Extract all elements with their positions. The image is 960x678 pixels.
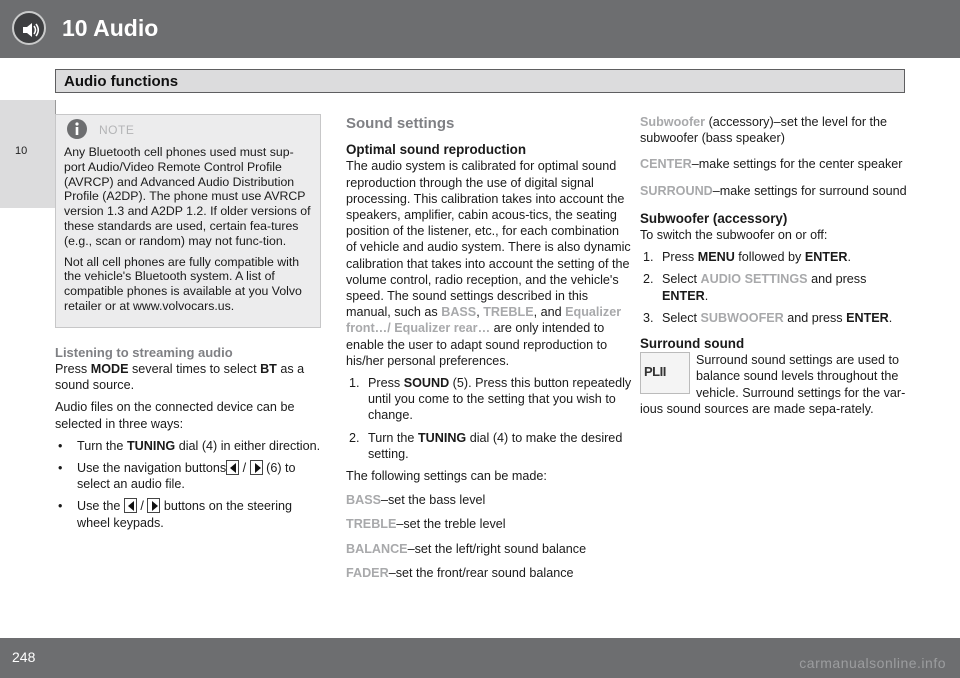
- optimal-heading: Optimal sound reproduction: [346, 142, 527, 158]
- subwoofer-intro: To switch the subwoofer on or off:: [640, 228, 828, 243]
- page-number: 248: [12, 649, 36, 665]
- column-left: [55, 114, 321, 537]
- treble-setting: TREBLE–set the treble level: [346, 517, 506, 532]
- chapter-tab: [0, 100, 56, 208]
- list-item: 2. Select AUDIO SETTINGS and press ENTER.: [643, 272, 867, 303]
- dolby-logo-text: PLII: [644, 364, 666, 380]
- info-icon: [66, 118, 88, 140]
- bass-setting: BASS–set the bass level: [346, 493, 486, 508]
- list-item: • Turn the TUNING dial (4) in either direction.: [58, 438, 321, 453]
- list-item: 3. Select SUBWOOFER and press ENTER.: [643, 310, 893, 325]
- subwoofer-setting: Subwoofer (accessory)–set the level for the subwoofer (bass speaker): [640, 115, 888, 146]
- watermark: carmanualsonline.info: [799, 655, 946, 671]
- note-paragraph: Not all cell phones are fully compatible with the vehicle's Bluetooth system. A list of compatible phones is available at you Volvo retailer or at www.volvocars.us.: [64, 254, 302, 313]
- section-title: Audio functions: [64, 73, 179, 90]
- sound-steps: [346, 375, 632, 462]
- surround-body: PLII Surround sound settings are used to balance sound levels throughout the vehicle. Surround settings for the var-ious sound sources are made sepa-rately.: [640, 353, 906, 416]
- section-title-box: [55, 69, 905, 93]
- list-item: • Use the navigation buttons / (6) to select an audio file.: [58, 460, 296, 492]
- chapter-title: 10 Audio: [62, 15, 159, 41]
- column-middle: [346, 114, 632, 587]
- fader-setting: FADER–set the front/rear sound balance: [346, 565, 574, 580]
- sound-settings-heading: Sound settings: [346, 115, 455, 132]
- surround-setting: SURROUND–make settings for surround sound: [640, 183, 907, 198]
- streaming-list: [55, 438, 321, 531]
- dolby-pro-logic-icon: [640, 352, 690, 394]
- previous-track-icon: [226, 460, 239, 475]
- surround-heading: Surround sound: [640, 336, 745, 352]
- next-track-icon: [250, 460, 263, 475]
- streaming-heading: Listening to streaming audio: [55, 344, 233, 360]
- following-text: The following settings can be made:: [346, 469, 547, 484]
- list-item: 2. Turn the TUNING dial (4) to make the desired setting.: [349, 430, 623, 461]
- speaker-icon: [12, 11, 46, 45]
- note-label: NOTE: [99, 123, 135, 137]
- balance-setting: BALANCE–set the left/right sound balance: [346, 541, 587, 556]
- note-header: [64, 115, 312, 145]
- list-item: 1. Press SOUND (5). Press this button repeatedly until you come to the setting that you wish to change.: [349, 376, 632, 423]
- chapter-number: 10: [15, 145, 28, 157]
- next-track-icon: [147, 498, 160, 513]
- note-box: [55, 114, 321, 328]
- streaming-ways: Audio files on the connected device can be selected in three ways:: [55, 400, 295, 431]
- subwoofer-heading: Subwoofer (accessory): [640, 210, 788, 226]
- column-right: [640, 114, 908, 417]
- streaming-intro: Press MODE several times to select BT as a sound source.: [55, 361, 305, 393]
- list-item: 1. Press MENU followed by ENTER.: [643, 250, 851, 265]
- optimal-text: The audio system is calibrated for optimal sound reproduction through the use of digital signal processing. This calibration takes into account the speakers, amplifier, cabin acous-tics, the seating position of the listener, etc., for each combination of vehicle and audio system. There is also dynamic calibration that takes into account the setting of the volume control, radio reception, and the vehicle's speed. The sound settings described in this manual, such as BASS, TREBLE, and Equalizer front…/ Equalizer rear… are only intended to enable the user to adapt sound reproduction to his/her personal preferences.: [346, 159, 631, 368]
- list-item: • Use the / buttons on the steering wheel keypads.: [58, 499, 293, 530]
- center-setting: CENTER–make settings for the center speaker: [640, 157, 903, 172]
- note-paragraph: Any Bluetooth cell phones used must sup-port Audio/Video Remote Control Profile (AVRCP) and Advanced Audio Distribution Profile (A2DP). The phone must use AVRCP version 1.3 and A2DP 1.2. If older versions of these standards are used, certain fea-tures (e.g., scan or random) may not func-tion.: [64, 145, 311, 248]
- subwoofer-steps: [640, 249, 908, 326]
- previous-track-icon: [124, 498, 137, 513]
